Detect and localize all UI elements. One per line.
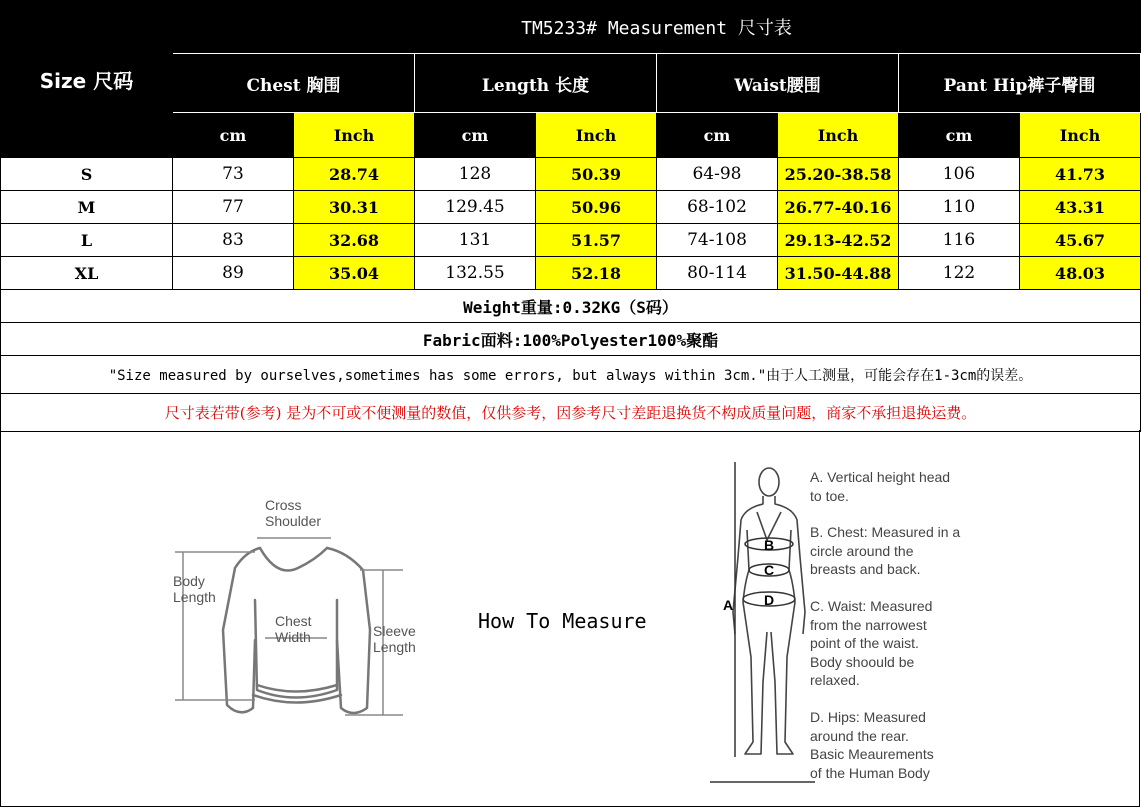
table-row	[1, 224, 1141, 257]
marker-c: C	[764, 562, 775, 578]
length-inch-cell: 50.96	[536, 191, 657, 224]
chest-inch-cell: 28.74	[294, 158, 415, 191]
size-label: M	[1, 191, 173, 224]
length-inch-cell: 52.18	[536, 257, 657, 290]
length-cm-cell: 131	[415, 224, 536, 257]
unit-header-cm: cm	[657, 113, 778, 158]
chest-width-label: Chest	[275, 613, 312, 629]
body-length-label: Length	[173, 589, 216, 605]
body-figure-diagram	[705, 462, 815, 784]
unit-header-inch: Inch	[536, 113, 657, 158]
unit-header-inch: Inch	[294, 113, 415, 158]
chest-cm-cell: 73	[173, 158, 294, 191]
waist-cm-cell: 74-108	[657, 224, 778, 257]
sleeve-length-label: Length	[373, 639, 416, 655]
size-column-header: Size 尺码	[1, 1, 173, 158]
table-row	[1, 158, 1141, 191]
table-row	[1, 191, 1141, 224]
marker-b: B	[764, 537, 775, 553]
chart-title: TM5233# Measurement 尺寸表	[173, 1, 1141, 54]
length-inch-cell: 50.39	[536, 158, 657, 191]
unit-header-inch: Inch	[778, 113, 899, 158]
hip-inch-cell: 45.67	[1020, 224, 1141, 257]
fabric-note: Fabric面料:100%Polyester100%聚酯	[1, 323, 1141, 356]
size-label: XL	[1, 257, 173, 290]
sleeve-length-label: Sleeve	[373, 623, 416, 639]
chest-inch-cell: 35.04	[294, 257, 415, 290]
hint-d-hips: D. Hips: Measured around the rear. Basic Meaurements of the Human Body	[810, 709, 934, 781]
cross-shoulder-label: Cross	[265, 497, 302, 513]
waist-inch-cell: 31.50-44.88	[778, 257, 899, 290]
garment-diagram	[165, 490, 435, 730]
length-cm-cell: 128	[415, 158, 536, 191]
hint-b-chest: B. Chest: Measured in a circle around the breasts and back.	[810, 524, 961, 577]
size-label: L	[1, 224, 173, 257]
hip-cm-cell: 106	[899, 158, 1020, 191]
length-cm-cell: 132.55	[415, 257, 536, 290]
reference-size-note: 尺寸表若带(参考) 是为不可或不便测量的数值，仅供参考，因参考尺寸差距退换货不构成质量问题，商家不承担退换运费。	[1, 394, 1141, 432]
chest-inch-cell: 32.68	[294, 224, 415, 257]
waist-group-header: Waist腰围	[657, 54, 899, 113]
length-group-header: Length 长度	[415, 54, 657, 113]
hip-inch-cell: 48.03	[1020, 257, 1141, 290]
hint-c-waist: C. Waist: Measured from the narrowest point of the waist. Body shoould be relaxed.	[810, 598, 933, 688]
chest-width-label: Width	[275, 629, 311, 645]
hip-inch-cell: 43.31	[1020, 191, 1141, 224]
pant-hip-group-header: Pant Hip裤子臀围	[899, 54, 1141, 113]
how-to-measure-title: How To Measure	[478, 609, 647, 633]
length-cm-cell: 129.45	[415, 191, 536, 224]
body-length-label: Body	[173, 573, 205, 589]
chest-cm-cell: 77	[173, 191, 294, 224]
marker-a: A	[723, 597, 734, 613]
unit-header-cm: cm	[415, 113, 536, 158]
waist-inch-cell: 25.20-38.58	[778, 158, 899, 191]
unit-header-cm: cm	[899, 113, 1020, 158]
table-row	[1, 257, 1141, 290]
chest-cm-cell: 89	[173, 257, 294, 290]
cross-shoulder-label: Shoulder	[265, 513, 322, 529]
waist-cm-cell: 68-102	[657, 191, 778, 224]
hip-cm-cell: 116	[899, 224, 1020, 257]
size-label: S	[1, 158, 173, 191]
waist-cm-cell: 80-114	[657, 257, 778, 290]
hip-inch-cell: 41.73	[1020, 158, 1141, 191]
hint-a-height: A. Vertical height head to toe.	[810, 469, 951, 504]
unit-header-cm: cm	[173, 113, 294, 158]
chest-cm-cell: 83	[173, 224, 294, 257]
hip-cm-cell: 110	[899, 191, 1020, 224]
marker-d: D	[764, 592, 775, 608]
measurement-disclaimer: "Size measured by ourselves,sometimes has some errors, but always within 3cm."由于人工测量，可能会存在1-3cm的误差。	[1, 356, 1141, 394]
unit-header-inch: Inch	[1020, 113, 1141, 158]
chest-group-header: Chest 胸围	[173, 54, 415, 113]
weight-note: Weight重量:0.32KG（S码）	[1, 290, 1141, 323]
waist-cm-cell: 64-98	[657, 158, 778, 191]
length-inch-cell: 51.57	[536, 224, 657, 257]
waist-inch-cell: 29.13-42.52	[778, 224, 899, 257]
waist-inch-cell: 26.77-40.16	[778, 191, 899, 224]
chest-inch-cell: 30.31	[294, 191, 415, 224]
hip-cm-cell: 122	[899, 257, 1020, 290]
